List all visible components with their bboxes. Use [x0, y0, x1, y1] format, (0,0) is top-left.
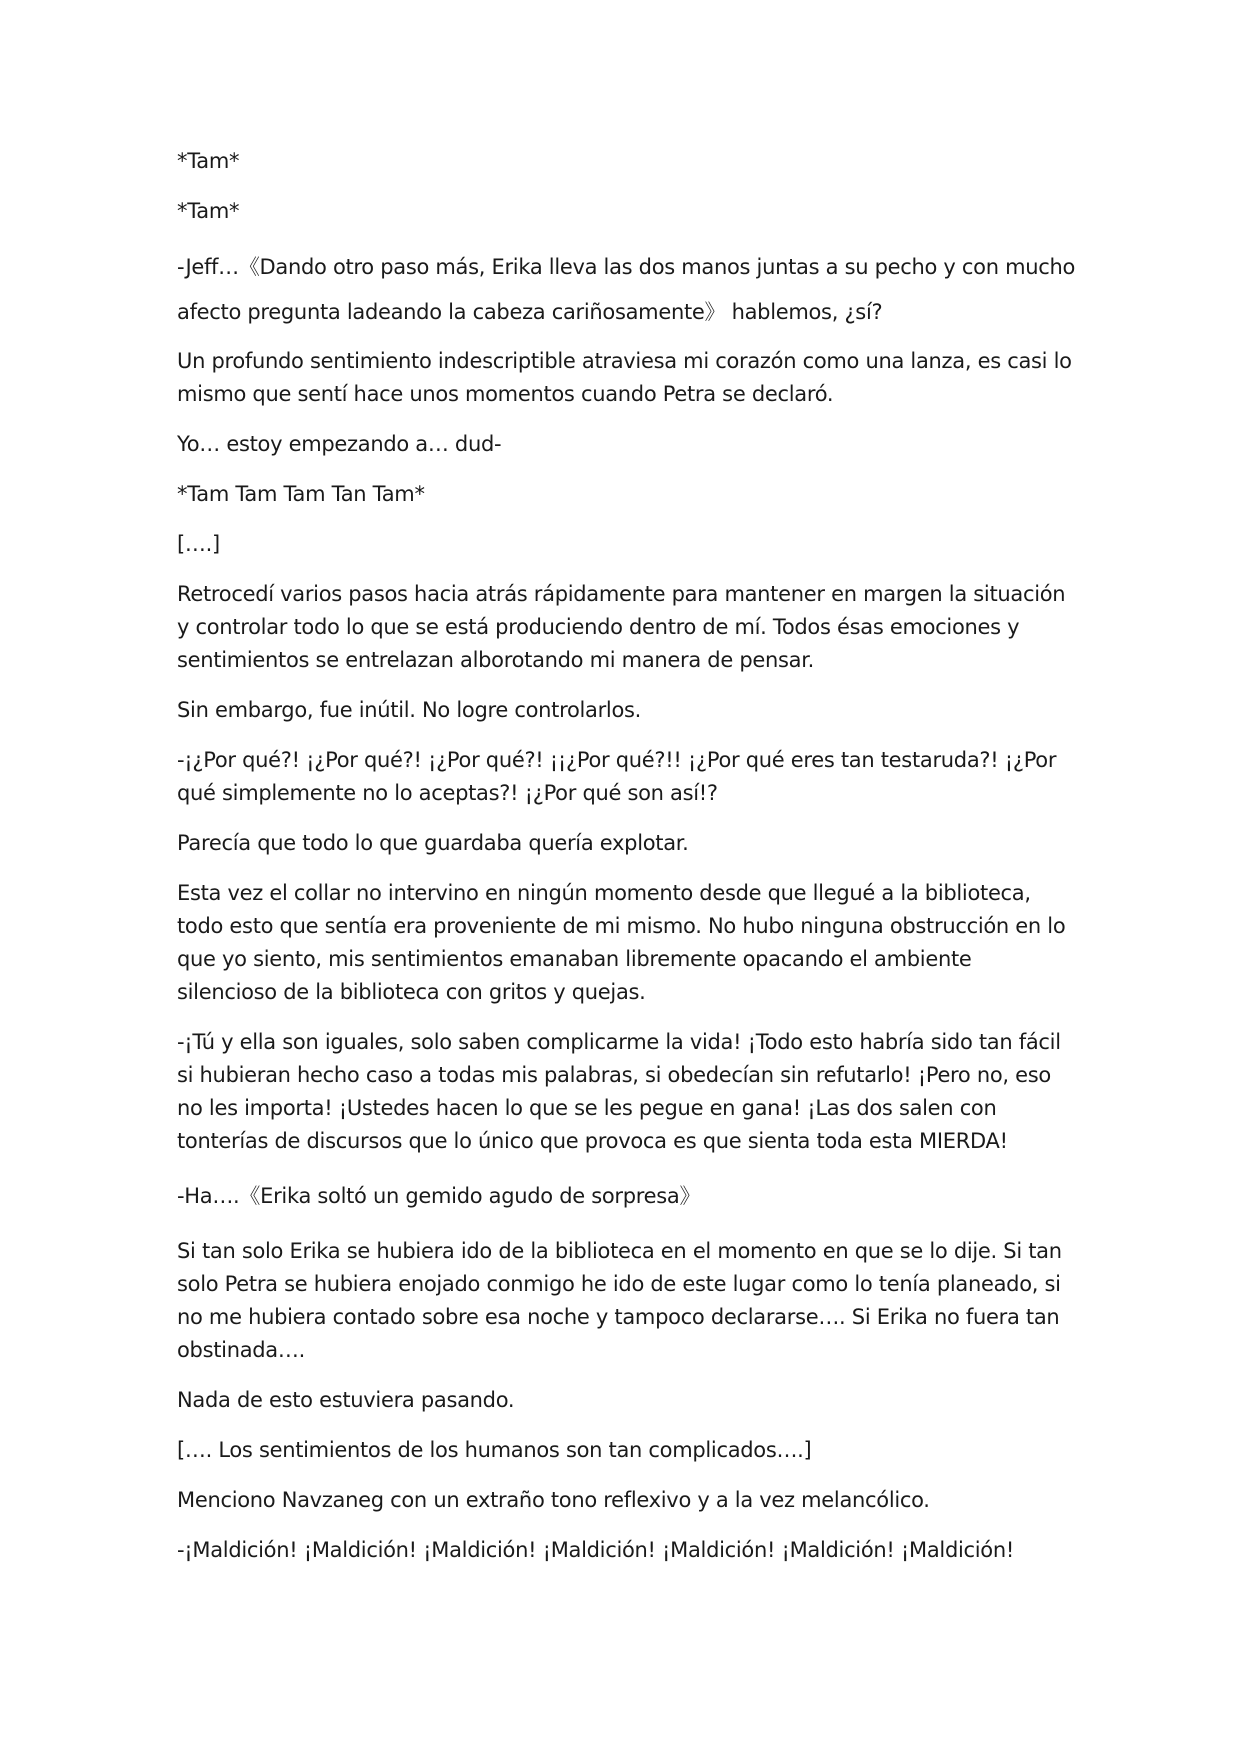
paragraph: Menciono Navzaneg con un extraño tono reflexivo y a la vez melancólico. [177, 1488, 930, 1512]
paragraph: Sin embargo, fue inútil. No logre controlarlos. [177, 698, 642, 722]
paragraph: [….] [177, 532, 220, 556]
paragraph: *Tam* [177, 149, 240, 173]
document-body [177, 145, 1077, 1584]
paragraph: -Jeff…《Dando otro paso más, Erika lleva las dos manos juntas a su pecho y con mucho afecto pregunta ladeando la cabeza cariñosamente》 hablemos, ¿sí? [177, 255, 1076, 324]
paragraph: -Ha….《Erika soltó un gemido agudo de sorpresa》 [177, 1184, 701, 1208]
paragraph: Parecía que todo lo que guardaba quería explotar. [177, 831, 689, 855]
paragraph: -¡¿Por qué?! ¡¿Por qué?! ¡¿Por qué?! ¡¡¿Por qué?!! ¡¿Por qué eres tan testaruda?! ¡¿Por qué simplemente no lo aceptas?! ¡¿Por qué son así!? [177, 748, 1057, 805]
paragraph: -¡Tú y ella son iguales, solo saben complicarme la vida! ¡Todo esto habría sido tan fácil si hubieran hecho caso a todas mis palabras, si obedecían sin refutarlo! ¡Pero no, eso no les importa! ¡Ustedes hacen lo que se les pegue en gana! ¡Las dos salen con tonterías de discursos que lo único que provoca es que sienta toda esta MIERDA! [177, 1030, 1061, 1153]
paragraph: Un profundo sentimiento indescriptible atraviesa mi corazón como una lanza, es casi lo mismo que sentí hace unos momentos cuando Petra se declaró. [177, 349, 1072, 406]
paragraph: […. Los sentimientos de los humanos son tan complicados….] [177, 1438, 812, 1462]
paragraph: *Tam* [177, 199, 240, 223]
paragraph: Nada de esto estuviera pasando. [177, 1388, 515, 1412]
paragraph: -¡Maldición! ¡Maldición! ¡Maldición! ¡Maldición! ¡Maldición! ¡Maldición! ¡Maldición! [177, 1538, 1014, 1562]
paragraph: Esta vez el collar no intervino en ningún momento desde que llegué a la biblioteca, todo esto que sentía era proveniente de mi mismo. No hubo ninguna obstrucción en lo que yo siento, mis sentimientos emanaban libremente opacando el ambiente silencioso de la biblioteca con gritos y quejas. [177, 881, 1066, 1004]
paragraph: Retrocedí varios pasos hacia atrás rápidamente para mantener en margen la situación y controlar todo lo que se está produciendo dentro de mí. Todos ésas emociones y sentimientos se entrelazan alborotando mi manera de pensar. [177, 582, 1066, 672]
paragraph: Si tan solo Erika se hubiera ido de la biblioteca en el momento en que se lo dije. Si tan solo Petra se hubiera enojado conmigo he ido de este lugar como lo tenía planeado, si no me hubiera contado sobre esa noche y tampoco declararse…. Si Erika no fuera tan obstinada…. [177, 1239, 1062, 1362]
paragraph: *Tam Tam Tam Tan Tam* [177, 482, 425, 506]
paragraph: Yo… estoy empezando a… dud- [177, 432, 502, 456]
